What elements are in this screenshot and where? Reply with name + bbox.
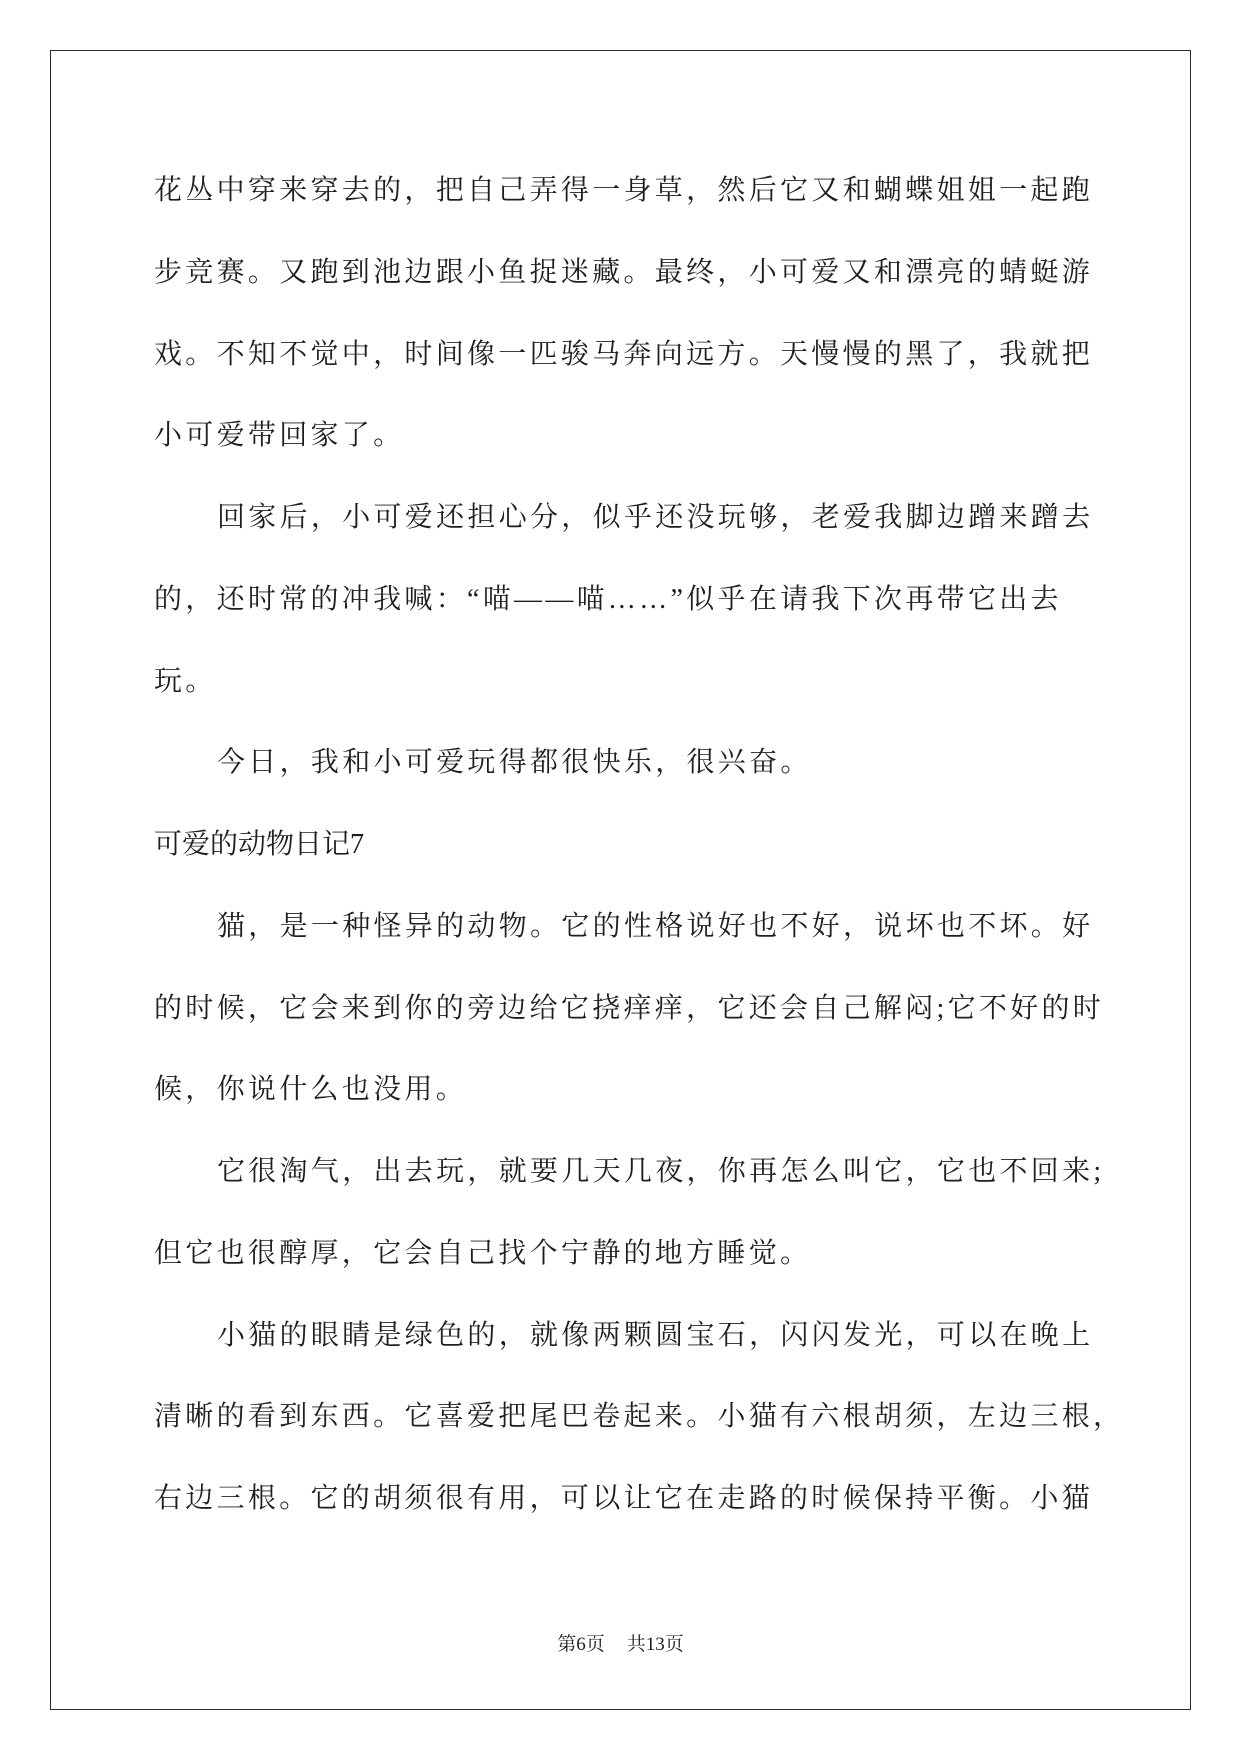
entry-heading: 可爱的动物日记7 xyxy=(154,829,365,860)
page-total: 共13页 xyxy=(626,1634,684,1655)
text-line: 回家后，小可爱还担心分，似乎还没玩够，老爱我脚边蹭来蹭去 xyxy=(217,502,1094,533)
paragraph xyxy=(154,1131,1154,1295)
text-line: 今日，我和小可爱玩得都很快乐，很兴奋。 xyxy=(217,747,812,779)
paragraph xyxy=(154,150,1154,477)
page-number: 第6页 xyxy=(557,1634,605,1655)
paragraph xyxy=(154,477,1154,722)
text-line: 候，你说什么也没用。 xyxy=(154,1074,468,1106)
text-line: 步竞赛。又跑到池边跟小鱼捉迷藏。最终，小可爱又和漂亮的蜻蜓游 xyxy=(154,256,1094,288)
text-line: 它很淘气，出去玩，就要几天几夜，你再怎么叫它，它也不回来; xyxy=(217,1156,1105,1187)
text-line: 小可爱带回家了。 xyxy=(154,420,405,452)
page-body xyxy=(154,150,1154,1540)
text-line: 小猫的眼睛是绿色的，就像两颗圆宝石，闪闪发光，可以在晚上 xyxy=(217,1319,1094,1351)
text-line: 清晰的看到东西。它喜爱把尾巴卷起来。小猫有六根胡须，左边三根， xyxy=(154,1401,1125,1433)
paragraph xyxy=(154,886,1154,1131)
text-line: 的时候，它会来到你的旁边给它挠痒痒，它还会自己解闷;它不好的时 xyxy=(154,992,1105,1024)
text-line: 但它也很醇厚，它会自己找个宁静的地方睡觉。 xyxy=(154,1237,812,1269)
text-line: 的，还时常的冲我喊：“喵——喵……”似乎在请我下次再带它出去 xyxy=(154,583,1062,615)
paragraph xyxy=(154,722,1154,804)
text-line: 花丛中穿来穿去的，把自己弄得一身草，然后它又和蝴蝶姐姐一起跑 xyxy=(154,175,1094,206)
paragraph xyxy=(154,1295,1154,1540)
text-line: 玩。 xyxy=(154,665,217,697)
text-line: 右边三根。它的胡须很有用，可以让它在走路的时候保持平衡。小猫 xyxy=(154,1483,1094,1514)
page-footer xyxy=(0,1633,1241,1657)
text-line: 戏。不知不觉中，时间像一匹骏马奔向远方。天慢慢的黑了，我就把 xyxy=(154,338,1094,370)
text-line: 猫，是一种怪异的动物。它的性格说好也不好，说坏也不坏。好 xyxy=(217,910,1094,942)
